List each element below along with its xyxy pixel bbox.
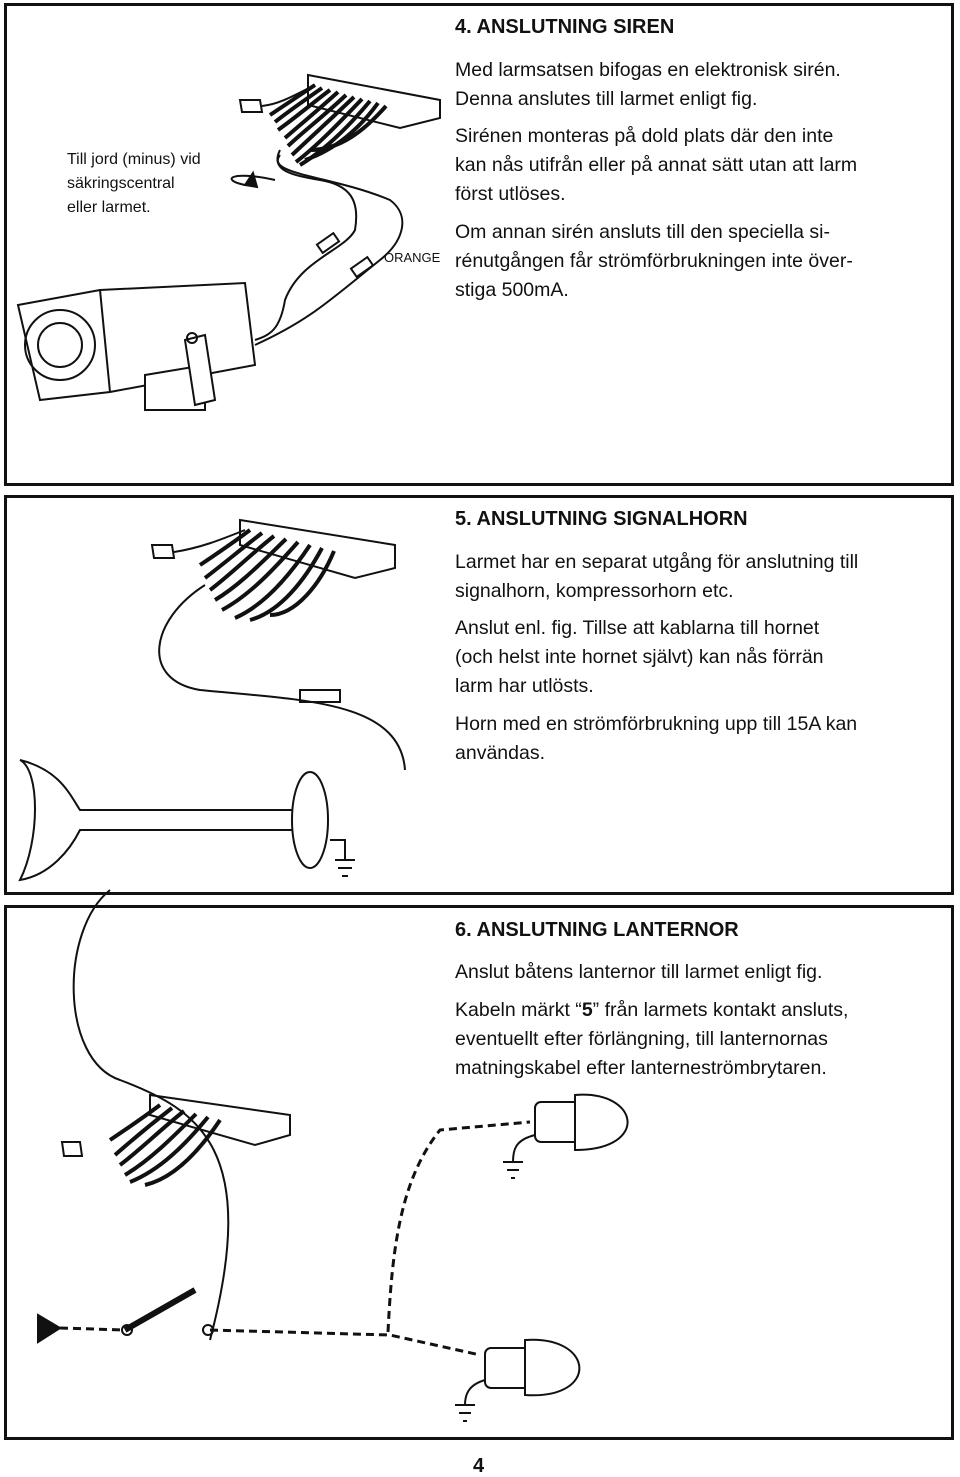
lanterns-cable-line: Kabeln märkt “5” från larmets kontakt ansluts, (455, 999, 849, 1021)
siren-text-line: Denna anslutes till larmet enligt fig. (455, 88, 758, 110)
horn-text-line: Larmet har en separat utgång för anslutning till (455, 551, 859, 573)
siren-text-line: först utlöses. (455, 183, 566, 205)
horn-text-line: Anslut enl. fig. Tillse att kablarna till hornet (455, 617, 820, 639)
section-lanterns-heading: 6. ANSLUTNING LANTERNOR (455, 919, 739, 941)
siren-text-line: Om annan sirén ansluts till den speciella si- (455, 221, 831, 243)
lanterns-text-line: eventuellt efter förlängning, till lanternornas (455, 1028, 828, 1050)
siren-figure (18, 75, 440, 410)
ground-label: Till jord (minus) vid säkringscentral eller larmet. (67, 151, 201, 216)
lanterns-text-line: Anslut båtens lanternor till larmet enligt fig. (455, 961, 823, 983)
siren-text-line: rénutgången får strömförbrukningen inte över- (455, 250, 853, 272)
horn-text-line: larm har utlösts. (455, 675, 594, 697)
horn-text-line: (och helst inte hornet självt) kan nås förrän (455, 646, 824, 668)
siren-text-line: Sirénen monteras på dold plats där den inte (455, 125, 834, 147)
siren-text-line: Med larmsatsen bifogas en elektronisk sirén. (455, 59, 841, 81)
section-siren-heading: 4. ANSLUTNING SIREN (455, 16, 675, 38)
lanterns-text-line: matningskabel efter lanterneströmbrytaren. (455, 1057, 827, 1079)
siren-text-line: stiga 500mA. (455, 279, 569, 301)
siren-text-line: kan nås utifrån eller på annat sätt utan att larm (455, 154, 858, 176)
orange-wire-label: ORANGE (384, 250, 441, 265)
horn-text-line: signalhorn, kompressorhorn etc. (455, 580, 734, 602)
page-number: 4 (473, 1455, 485, 1477)
horn-text-line: Horn med en strömförbrukning upp till 15A kan (455, 713, 858, 735)
horn-text-line: användas. (455, 742, 545, 764)
section-horn-heading: 5. ANSLUTNING SIGNALHORN (455, 508, 748, 530)
